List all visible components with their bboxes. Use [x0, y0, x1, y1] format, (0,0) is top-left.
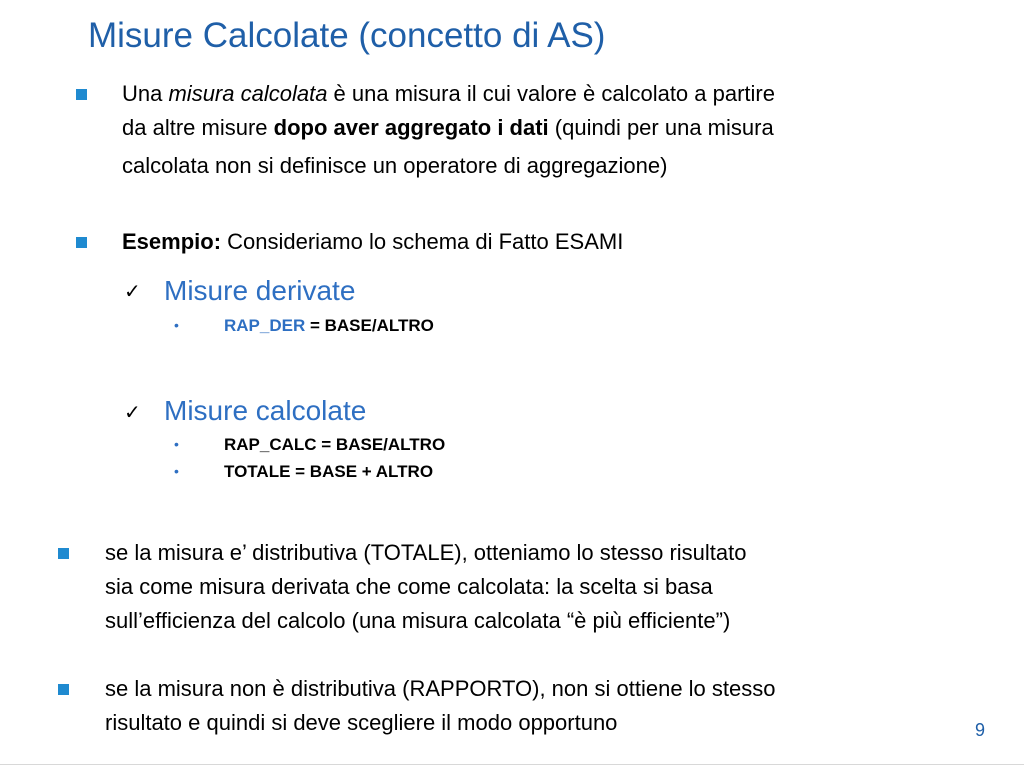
text-run: Consideriamo lo schema di Fatto ESAMI — [221, 229, 624, 254]
page-number: 9 — [975, 720, 986, 740]
dot-bullet-icon: • — [174, 463, 179, 479]
dot-bullet-icon: • — [174, 317, 179, 333]
bullet-1-line-1 — [122, 76, 775, 112]
text-run: è una misura il cui valore è calcolato a partire — [327, 81, 775, 106]
bullet-1-line-3: calcolata non si definisce un operatore di aggregazione) — [122, 153, 668, 178]
bullet-3-line-3: sull’efficienza del calcolo (una misura calcolata “è più efficiente”) — [105, 608, 731, 633]
formula-totale: TOTALE = BASE + ALTRO — [224, 462, 434, 481]
formula-rest: = BASE/ALTRO — [305, 316, 434, 335]
formula-rap-calc: RAP_CALC = BASE/ALTRO — [224, 435, 446, 454]
bold-term: Esempio: — [122, 229, 222, 254]
square-bullet-icon — [58, 684, 69, 695]
square-bullet-icon — [76, 89, 87, 100]
bullet-1-line-2 — [122, 110, 774, 146]
footer-divider — [0, 764, 1024, 765]
calcolate-heading: Misure calcolate — [164, 395, 367, 426]
bullet-4-line-1: se la misura non è distributiva (RAPPORTO), non si ottiene lo stesso — [105, 676, 776, 701]
text-run: Una — [122, 81, 169, 106]
bullet-3-line-1: se la misura e’ distributiva (TOTALE), otteniamo lo stesso risultato — [105, 540, 747, 565]
italic-term: misura calcolata — [168, 81, 328, 106]
derivate-heading: Misure derivate — [164, 275, 356, 306]
slide-title: Misure Calcolate (concetto di AS) — [88, 16, 606, 55]
formula-rap-der — [224, 316, 434, 336]
text-run: da altre misure — [122, 115, 274, 140]
checkmark-icon: ✓ — [124, 281, 141, 303]
bullet-3-line-2: sia come misura derivata che come calcolata: la scelta si basa — [105, 574, 713, 599]
bullet-2 — [122, 224, 623, 260]
dot-bullet-icon: • — [174, 436, 179, 452]
formula-name: RAP_DER — [224, 316, 306, 335]
text-run: (quindi per una misura — [548, 115, 774, 140]
bullet-4-line-2: risultato e quindi si deve scegliere il modo opportuno — [105, 710, 618, 735]
square-bullet-icon — [58, 548, 69, 559]
bold-term: dopo aver aggregato i dati — [273, 115, 549, 140]
square-bullet-icon — [76, 237, 87, 248]
checkmark-icon: ✓ — [124, 402, 141, 424]
